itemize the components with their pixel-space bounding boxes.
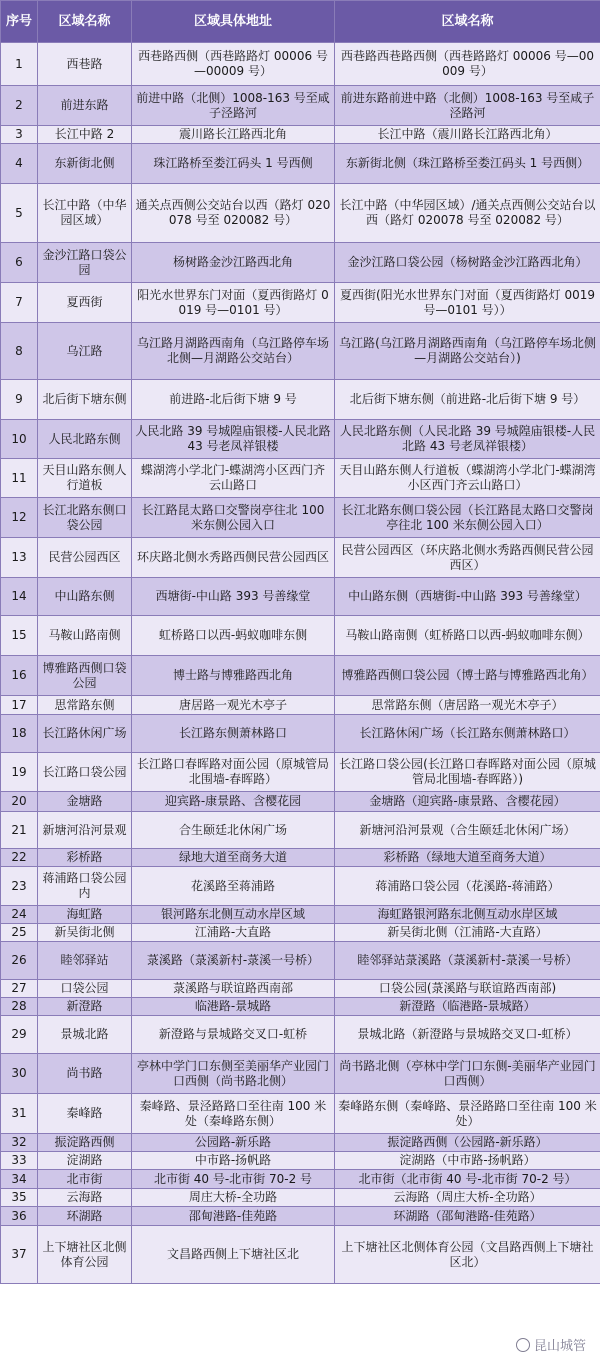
cell-area-address: 震川路长江路西北角 bbox=[132, 126, 335, 144]
cell-area-name: 乌江路 bbox=[38, 323, 132, 380]
cell-area-full-name: 北市街（北市街 40 号-北市街 70-2 号） bbox=[335, 1170, 600, 1189]
cell-area-name: 博雅路西侧口袋公园 bbox=[38, 656, 132, 696]
cell-index: 29 bbox=[1, 1016, 38, 1054]
table-row bbox=[1, 696, 600, 715]
table-row bbox=[1, 849, 600, 867]
cell-area-address: 西巷路西侧（西巷路路灯 00006 号—00009 号） bbox=[132, 43, 335, 86]
cell-area-address: 环庆路北侧水秀路西侧民营公园西区 bbox=[132, 538, 335, 578]
cell-area-address: 北市街 40 号-北市街 70-2 号 bbox=[132, 1170, 335, 1189]
table-row bbox=[1, 380, 600, 420]
cell-index: 13 bbox=[1, 538, 38, 578]
table-row bbox=[1, 1134, 600, 1152]
cell-area-address: 人民北路 39 号城隍庙银楼-人民北路 43 号老凤祥银楼 bbox=[132, 420, 335, 459]
cell-area-full-name: 尚书路北侧（亭林中学门口东侧-美丽华产业园门口西侧） bbox=[335, 1054, 600, 1094]
table-row bbox=[1, 144, 600, 184]
cell-area-full-name: 长江路口袋公园(长江路口春晖路对面公园（原城管局北围墙-春晖路）) bbox=[335, 753, 600, 792]
cell-area-address: 江浦路-大直路 bbox=[132, 924, 335, 942]
cell-area-full-name: 淀湖路（中市路-扬帆路） bbox=[335, 1152, 600, 1170]
cell-area-address: 绿地大道至商务大道 bbox=[132, 849, 335, 867]
cell-area-address: 中市路-扬帆路 bbox=[132, 1152, 335, 1170]
cell-area-name: 长江北路东侧口袋公园 bbox=[38, 498, 132, 538]
cell-area-name: 尚书路 bbox=[38, 1054, 132, 1094]
cell-area-name: 北市街 bbox=[38, 1170, 132, 1189]
cell-area-address: 花溪路至蒋浦路 bbox=[132, 867, 335, 906]
cell-area-address: 杨树路金沙江路西北角 bbox=[132, 243, 335, 283]
cell-index: 5 bbox=[1, 184, 38, 243]
cell-area-full-name: 口袋公园(菉溪路与联谊路西南部) bbox=[335, 980, 600, 998]
cell-area-address: 唐居路一观光木亭子 bbox=[132, 696, 335, 715]
cell-area-full-name: 思常路东侧（唐居路一观光木亭子） bbox=[335, 696, 600, 715]
table-row bbox=[1, 715, 600, 753]
cell-area-name: 中山路东侧 bbox=[38, 578, 132, 616]
cell-area-full-name: 云海路（周庄大桥-全功路） bbox=[335, 1189, 600, 1207]
watermark-text: 昆山城管 bbox=[533, 1339, 586, 1354]
table-header-row bbox=[1, 1, 600, 43]
cell-index: 28 bbox=[1, 998, 38, 1016]
cell-area-name: 景城北路 bbox=[38, 1016, 132, 1054]
cell-area-name: 云海路 bbox=[38, 1189, 132, 1207]
table-row bbox=[1, 812, 600, 849]
cell-area-name: 马鞍山路南侧 bbox=[38, 616, 132, 656]
cell-area-address: 银河路东北侧互动水岸区域 bbox=[132, 906, 335, 924]
table-row bbox=[1, 1152, 600, 1170]
cell-area-name: 金沙江路口袋公园 bbox=[38, 243, 132, 283]
cell-index: 27 bbox=[1, 980, 38, 998]
cell-area-full-name: 中山路东侧（西塘街-中山路 393 号善缘堂） bbox=[335, 578, 600, 616]
table-row bbox=[1, 753, 600, 792]
cell-index: 34 bbox=[1, 1170, 38, 1189]
cell-area-name: 前进东路 bbox=[38, 86, 132, 126]
cell-area-address: 蝶湖湾小学北门-蝶湖湾小区西门齐云山路口 bbox=[132, 459, 335, 498]
cell-index: 35 bbox=[1, 1189, 38, 1207]
table-row bbox=[1, 1226, 600, 1284]
cell-area-name: 夏西街 bbox=[38, 283, 132, 323]
cell-index: 24 bbox=[1, 906, 38, 924]
watermark bbox=[516, 1335, 586, 1354]
cell-area-address: 珠江路桥至娄江码头 1 号西侧 bbox=[132, 144, 335, 184]
cell-index: 10 bbox=[1, 420, 38, 459]
table-row bbox=[1, 283, 600, 323]
table-row bbox=[1, 942, 600, 980]
cell-area-address: 乌江路月湖路西南角（乌江路停车场北侧—月湖路公交站台） bbox=[132, 323, 335, 380]
cell-area-address: 秦峰路、景泾路路口至往南 100 米处（秦峰路东侧） bbox=[132, 1094, 335, 1134]
cell-area-address: 亭林中学门口东侧至美丽华产业园门口西侧（尚书路北侧） bbox=[132, 1054, 335, 1094]
cell-index: 25 bbox=[1, 924, 38, 942]
cell-area-full-name: 长江路休闲广场（长江路东侧萧林路口） bbox=[335, 715, 600, 753]
cell-index: 14 bbox=[1, 578, 38, 616]
cell-area-full-name: 睦邻驿站菉溪路（菉溪新村-菉溪一号桥） bbox=[335, 942, 600, 980]
cell-index: 30 bbox=[1, 1054, 38, 1094]
table-row bbox=[1, 1170, 600, 1189]
cell-area-address: 邵甸港路-佳苑路 bbox=[132, 1207, 335, 1226]
table-row bbox=[1, 459, 600, 498]
cell-index: 26 bbox=[1, 942, 38, 980]
cell-index: 32 bbox=[1, 1134, 38, 1152]
cell-index: 4 bbox=[1, 144, 38, 184]
table-row bbox=[1, 906, 600, 924]
cell-index: 37 bbox=[1, 1226, 38, 1284]
cell-area-name: 思常路东侧 bbox=[38, 696, 132, 715]
cell-area-address: 长江路东侧萧林路口 bbox=[132, 715, 335, 753]
table-row bbox=[1, 792, 600, 812]
cell-area-address: 合生颐廷北休闲广场 bbox=[132, 812, 335, 849]
cell-area-name: 睦邻驿站 bbox=[38, 942, 132, 980]
cell-area-full-name: 长江中路（震川路长江路西北角） bbox=[335, 126, 600, 144]
cell-area-address: 博士路与博雅路西北角 bbox=[132, 656, 335, 696]
cell-area-name: 人民北路东侧 bbox=[38, 420, 132, 459]
cell-area-full-name: 上下塘社区北侧体育公园（文昌路西侧上下塘社区北） bbox=[335, 1226, 600, 1284]
cell-area-full-name: 新吴街北侧（江浦路-大直路） bbox=[335, 924, 600, 942]
cell-index: 23 bbox=[1, 867, 38, 906]
cell-area-full-name: 长江中路（中华园区域）/通关点西侧公交站台以西（路灯 020078 号至 020082 号） bbox=[335, 184, 600, 243]
table-row bbox=[1, 126, 600, 144]
cell-area-name: 振淀路西侧 bbox=[38, 1134, 132, 1152]
cell-area-address: 虹桥路口以西-蚂蚁咖啡东侧 bbox=[132, 616, 335, 656]
cell-area-name: 蒋浦路口袋公园内 bbox=[38, 867, 132, 906]
cell-area-full-name: 马鞍山路南侧（虹桥路口以西-蚂蚁咖啡东侧） bbox=[335, 616, 600, 656]
cell-index: 36 bbox=[1, 1207, 38, 1226]
cell-area-name: 新塘河沿河景观 bbox=[38, 812, 132, 849]
cell-area-full-name: 西巷路西巷路西侧（西巷路路灯 00006 号—00009 号） bbox=[335, 43, 600, 86]
cell-area-name: 新吴街北侧 bbox=[38, 924, 132, 942]
table-row bbox=[1, 924, 600, 942]
cell-area-full-name: 前进东路前进中路（北侧）1008-163 号至咸子泾路河 bbox=[335, 86, 600, 126]
cell-area-address: 长江路口春晖路对面公园（原城管局北围墙-春晖路） bbox=[132, 753, 335, 792]
cell-area-name: 金塘路 bbox=[38, 792, 132, 812]
cell-area-full-name: 天目山路东侧人行道板（蝶湖湾小学北门-蝶湖湾小区西门齐云山路口） bbox=[335, 459, 600, 498]
table-row bbox=[1, 1054, 600, 1094]
table-row bbox=[1, 184, 600, 243]
table-body bbox=[1, 43, 600, 1284]
cell-area-name: 长江中路（中华园区域） bbox=[38, 184, 132, 243]
table-row bbox=[1, 578, 600, 616]
cell-area-full-name: 民营公园西区（环庆路北侧水秀路西侧民营公园西区） bbox=[335, 538, 600, 578]
cell-area-address: 菉溪路与联谊路西南部 bbox=[132, 980, 335, 998]
table-row bbox=[1, 867, 600, 906]
cell-index: 6 bbox=[1, 243, 38, 283]
cell-area-name: 西巷路 bbox=[38, 43, 132, 86]
cell-area-name: 北后街下塘东侧 bbox=[38, 380, 132, 420]
cell-area-full-name: 彩桥路（绿地大道至商务大道） bbox=[335, 849, 600, 867]
cell-index: 33 bbox=[1, 1152, 38, 1170]
cell-area-address: 菉溪路（菉溪新村-菉溪一号桥） bbox=[132, 942, 335, 980]
cell-area-address: 公园路-新乐路 bbox=[132, 1134, 335, 1152]
table-row bbox=[1, 1016, 600, 1054]
cell-area-full-name: 北后街下塘东侧（前进路-北后街下塘 9 号） bbox=[335, 380, 600, 420]
cell-index: 9 bbox=[1, 380, 38, 420]
header-index: 序号 bbox=[1, 1, 38, 43]
cell-area-name: 彩桥路 bbox=[38, 849, 132, 867]
header-area-name: 区域名称 bbox=[38, 1, 132, 43]
cell-area-full-name: 蒋浦路口袋公园（花溪路-蒋浦路） bbox=[335, 867, 600, 906]
table-row bbox=[1, 1189, 600, 1207]
table-row bbox=[1, 323, 600, 380]
cell-index: 19 bbox=[1, 753, 38, 792]
cell-area-address: 西塘街-中山路 393 号善缘堂 bbox=[132, 578, 335, 616]
table-row bbox=[1, 1207, 600, 1226]
cell-area-address: 新澄路与景城路交叉口-虹桥 bbox=[132, 1016, 335, 1054]
cell-index: 8 bbox=[1, 323, 38, 380]
cell-index: 18 bbox=[1, 715, 38, 753]
cell-area-full-name: 乌江路(乌江路月湖路西南角（乌江路停车场北侧—月湖路公交站台）) bbox=[335, 323, 600, 380]
cell-area-address: 文昌路西侧上下塘社区北 bbox=[132, 1226, 335, 1284]
cell-area-full-name: 新塘河沿河景观（合生颐廷北休闲广场） bbox=[335, 812, 600, 849]
cell-index: 31 bbox=[1, 1094, 38, 1134]
cell-area-full-name: 夏西街(阳光水世界东门对面（夏西街路灯 0019 号—0101 号）） bbox=[335, 283, 600, 323]
table-row bbox=[1, 86, 600, 126]
cell-area-name: 长江路口袋公园 bbox=[38, 753, 132, 792]
cell-area-full-name: 长江北路东侧口袋公园（长江路昆太路口交警岗亭往北 100 米东侧公园入口） bbox=[335, 498, 600, 538]
cell-area-full-name: 东新街北侧（珠江路桥至娄江码头 1 号西侧） bbox=[335, 144, 600, 184]
cell-area-name: 环湖路 bbox=[38, 1207, 132, 1226]
header-area-address: 区域具体地址 bbox=[132, 1, 335, 43]
cell-area-address: 长江路昆太路口交警岗亭往北 100 米东侧公园入口 bbox=[132, 498, 335, 538]
cell-area-full-name: 振淀路西侧（公园路-新乐路） bbox=[335, 1134, 600, 1152]
cell-area-address: 前进路-北后街下塘 9 号 bbox=[132, 380, 335, 420]
cell-index: 7 bbox=[1, 283, 38, 323]
cell-area-name: 东新街北侧 bbox=[38, 144, 132, 184]
table-row bbox=[1, 1094, 600, 1134]
table-row bbox=[1, 420, 600, 459]
table-row bbox=[1, 43, 600, 86]
cell-index: 16 bbox=[1, 656, 38, 696]
cell-area-full-name: 博雅路西侧口袋公园（博士路与博雅路西北角） bbox=[335, 656, 600, 696]
table-row bbox=[1, 243, 600, 283]
table-row bbox=[1, 538, 600, 578]
cell-index: 1 bbox=[1, 43, 38, 86]
cell-area-address: 通关点西侧公交站台以西（路灯 020078 号至 020082 号） bbox=[132, 184, 335, 243]
header-area-full-name: 区域名称 bbox=[335, 1, 600, 43]
cell-area-name: 民营公园西区 bbox=[38, 538, 132, 578]
wechat-icon bbox=[516, 1338, 530, 1352]
cell-area-address: 周庄大桥-全功路 bbox=[132, 1189, 335, 1207]
cell-area-name: 新澄路 bbox=[38, 998, 132, 1016]
cell-area-full-name: 秦峰路东侧（秦峰路、景泾路路口至往南 100 米处） bbox=[335, 1094, 600, 1134]
cell-area-full-name: 人民北路东侧（人民北路 39 号城隍庙银楼-人民北路 43 号老凤祥银楼） bbox=[335, 420, 600, 459]
cell-area-name: 长江中路 2 bbox=[38, 126, 132, 144]
cell-index: 21 bbox=[1, 812, 38, 849]
cell-area-address: 迎宾路-康景路、含樱花园 bbox=[132, 792, 335, 812]
cell-index: 3 bbox=[1, 126, 38, 144]
cell-area-name: 口袋公园 bbox=[38, 980, 132, 998]
table-row bbox=[1, 616, 600, 656]
cell-area-address: 阳光水世界东门对面（夏西街路灯 0019 号—0101 号） bbox=[132, 283, 335, 323]
cell-area-full-name: 金沙江路口袋公园（杨树路金沙江路西北角） bbox=[335, 243, 600, 283]
cell-area-name: 上下塘社区北侧体育公园 bbox=[38, 1226, 132, 1284]
cell-area-name: 淀湖路 bbox=[38, 1152, 132, 1170]
cell-area-full-name: 海虹路银河路东北侧互动水岸区域 bbox=[335, 906, 600, 924]
cell-area-full-name: 新澄路（临港路-景城路） bbox=[335, 998, 600, 1016]
cell-area-full-name: 金塘路（迎宾路-康景路、含樱花园） bbox=[335, 792, 600, 812]
cell-index: 15 bbox=[1, 616, 38, 656]
cell-area-address: 临港路-景城路 bbox=[132, 998, 335, 1016]
cell-area-name: 海虹路 bbox=[38, 906, 132, 924]
table-row bbox=[1, 498, 600, 538]
cell-area-address: 前进中路（北侧）1008-163 号至咸子泾路河 bbox=[132, 86, 335, 126]
cell-area-full-name: 环湖路（邵甸港路-佳苑路） bbox=[335, 1207, 600, 1226]
cell-area-name: 天目山路东侧人行道板 bbox=[38, 459, 132, 498]
cell-index: 11 bbox=[1, 459, 38, 498]
cell-area-name: 秦峰路 bbox=[38, 1094, 132, 1134]
table-row bbox=[1, 998, 600, 1016]
cell-area-full-name: 景城北路（新澄路与景城路交叉口-虹桥） bbox=[335, 1016, 600, 1054]
cell-index: 20 bbox=[1, 792, 38, 812]
cell-index: 2 bbox=[1, 86, 38, 126]
cell-index: 12 bbox=[1, 498, 38, 538]
table-row bbox=[1, 980, 600, 998]
cell-area-name: 长江路休闲广场 bbox=[38, 715, 132, 753]
table-row bbox=[1, 656, 600, 696]
cell-index: 22 bbox=[1, 849, 38, 867]
cell-index: 17 bbox=[1, 696, 38, 715]
